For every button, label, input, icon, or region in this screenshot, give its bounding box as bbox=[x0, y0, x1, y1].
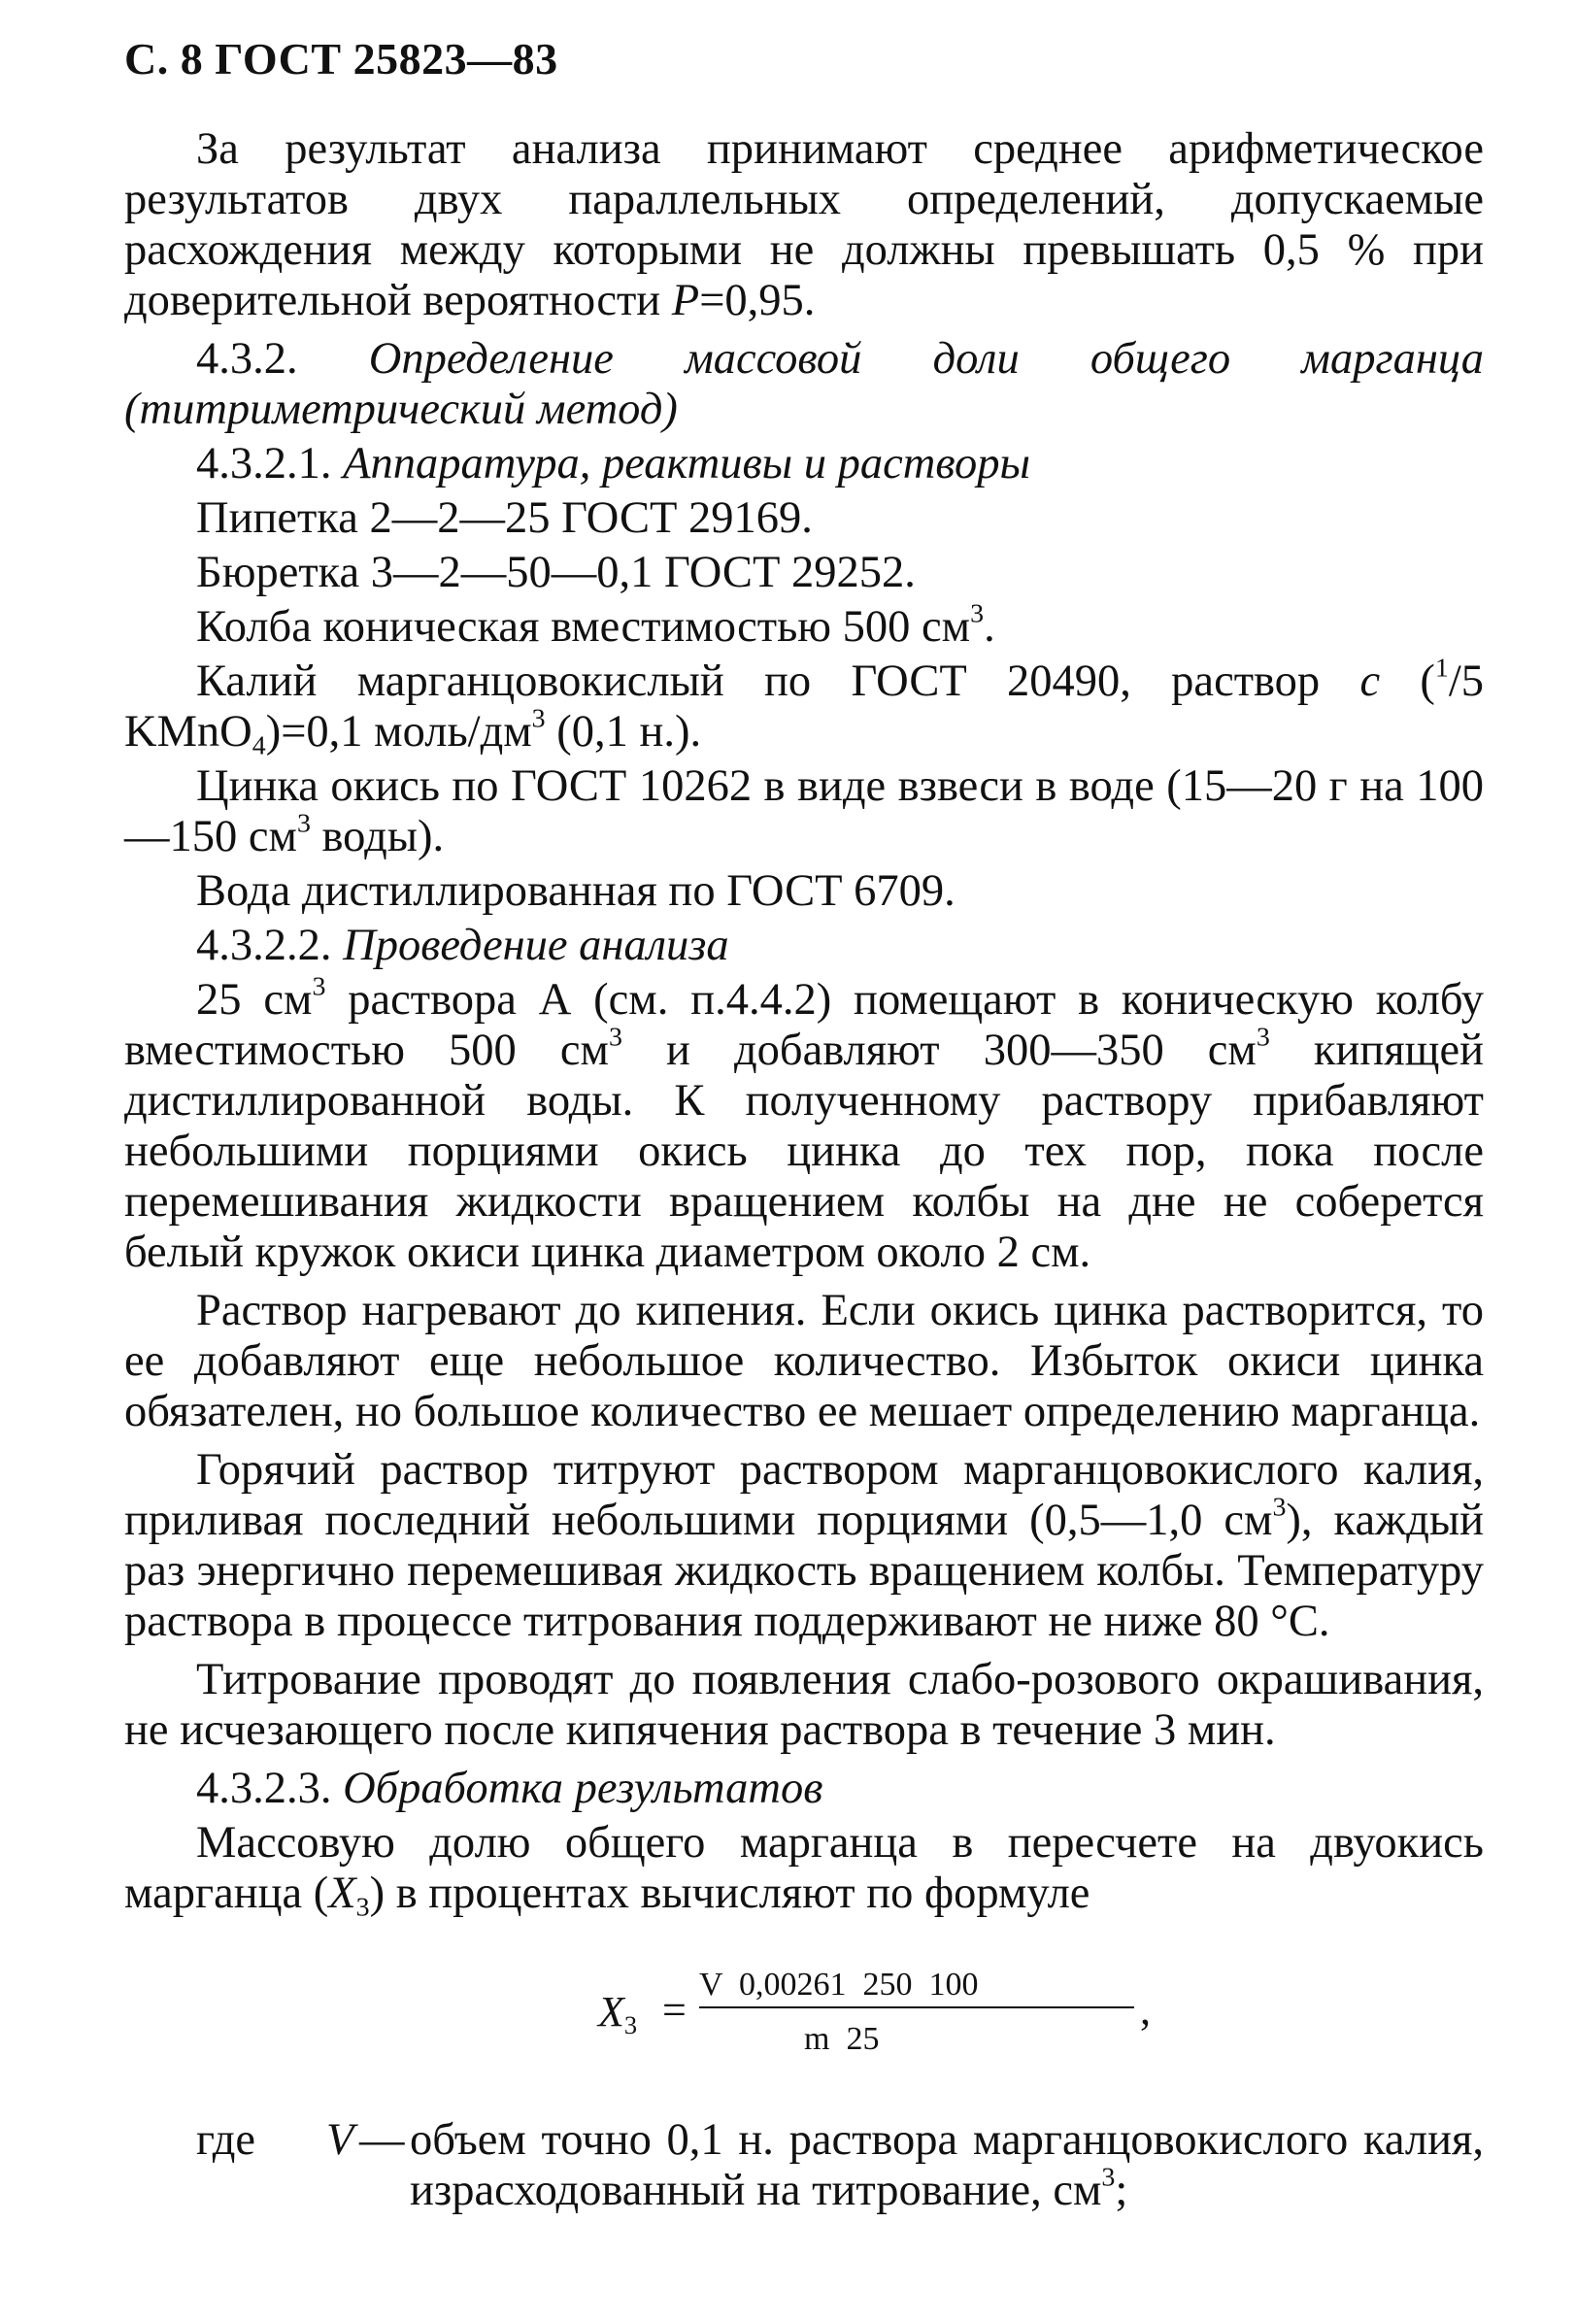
formula-denominator: m 25 bbox=[804, 2021, 880, 2057]
section-4-3-2-3-heading: 4.3.2.3. Обработка результатов bbox=[196, 1764, 823, 1813]
paragraph-endpoint: Титрование проводят до появления слабо-розового окрашивания, не исчезающего после кипячения раствора в течение 3 мин. bbox=[124, 1655, 1484, 1755]
formula-x3 bbox=[124, 1958, 1484, 2072]
formula-equals: = bbox=[662, 1986, 687, 2034]
list-item-burette: Бюретка 3—2—50—0,1 ГОСТ 29252. bbox=[196, 548, 916, 597]
section-4-3-2-2-heading: 4.3.2.2. Проведение анализа bbox=[196, 921, 729, 970]
paragraph-titration: Горячий раствор титруют раствором марганцовокислого калия, приливая последний небольшими порциями (0,5—1,0 $см^3$), каждый раз энергично перемешивая жидкость вращением колбы. Температуру раствора в процессе титрования поддерживают не ниже 80 °С. bbox=[124, 1445, 1484, 1646]
formula-lhs: $X_3$ bbox=[598, 1988, 638, 2039]
formula-legend bbox=[124, 2115, 1484, 2232]
section-4-3-2-1-heading: 4.3.2.1. Аппаратура, реактивы и растворы bbox=[196, 439, 1030, 488]
list-item-zinc-oxide: Цинка окись по ГОСТ 10262 в виде взвеси в воде (15—20 г на 100—150 $см^3$ воды). bbox=[124, 761, 1484, 861]
document-body bbox=[124, 124, 1484, 2232]
paragraph-procedure: 25 $см^3$ раствора А (см. п.4.4.2) помещают в коническую колбу вместимостью 500 $см^3$ и добавляют 300—350 $см^3$ кипящей дистиллированной воды. К полученному раствору прибавляют небольшими порциями окись цинка до тех пор, пока после перемешивания жидкости вращением колбы на дне не соберется белый кружок окиси цинка диаметром около 2 см. bbox=[124, 971, 1484, 1277]
list-item-flask: Колба коническая вместимостью 500 $см^3$. bbox=[196, 598, 995, 652]
legend-label: где bbox=[196, 2115, 256, 2165]
legend-dash: — bbox=[359, 2115, 405, 2165]
list-item-permanganate: Калий марганцовокислый по ГОСТ 20490, раствор c ($^1$/5 KMnO$_4$)=0,1 моль/$дм^3$ (0,1 н.). bbox=[124, 653, 1484, 761]
paragraph-calculation: Массовую долю общего марганца в пересчете на двуокись марганца $(X_3)$ в процентах вычисляют по формуле bbox=[124, 1818, 1484, 1923]
legend-symbol: V bbox=[326, 2115, 354, 2165]
page-header: С. 8 ГОСТ 25823—83 bbox=[124, 34, 558, 84]
fraction-bar bbox=[699, 2006, 1134, 2008]
section-4-3-2-heading: 4.3.2. Определение массовой доли общего марганца (титриметрический метод) bbox=[124, 334, 1485, 434]
list-item-water: Вода дистиллированная по ГОСТ 6709. bbox=[196, 866, 956, 916]
legend-description: объем точно 0,1 н. раствора марганцовокислого калия, израсходованный на титрование, $см^3$; bbox=[410, 2115, 1484, 2215]
formula-comma: , bbox=[1140, 1986, 1151, 2034]
formula-numerator: V 0,00261 250 100 bbox=[699, 1967, 979, 2003]
paragraph-heating: Раствор нагревают до кипения. Если окись цинка растворится, то ее добавляют еще небольшое количество. Избыток окиси цинка обязателен, но большое количество ее мешает определению марганца. bbox=[124, 1286, 1484, 1436]
paragraph-result: За результат анализа принимают среднее арифметическое результатов двух параллельных определений, допускаемые расхождения между которыми не должны превышать 0,5 % при доверительной вероятности P=0,95. bbox=[124, 124, 1484, 325]
list-item-pipette: Пипетка 2—2—25 ГОСТ 29169. bbox=[196, 493, 813, 543]
